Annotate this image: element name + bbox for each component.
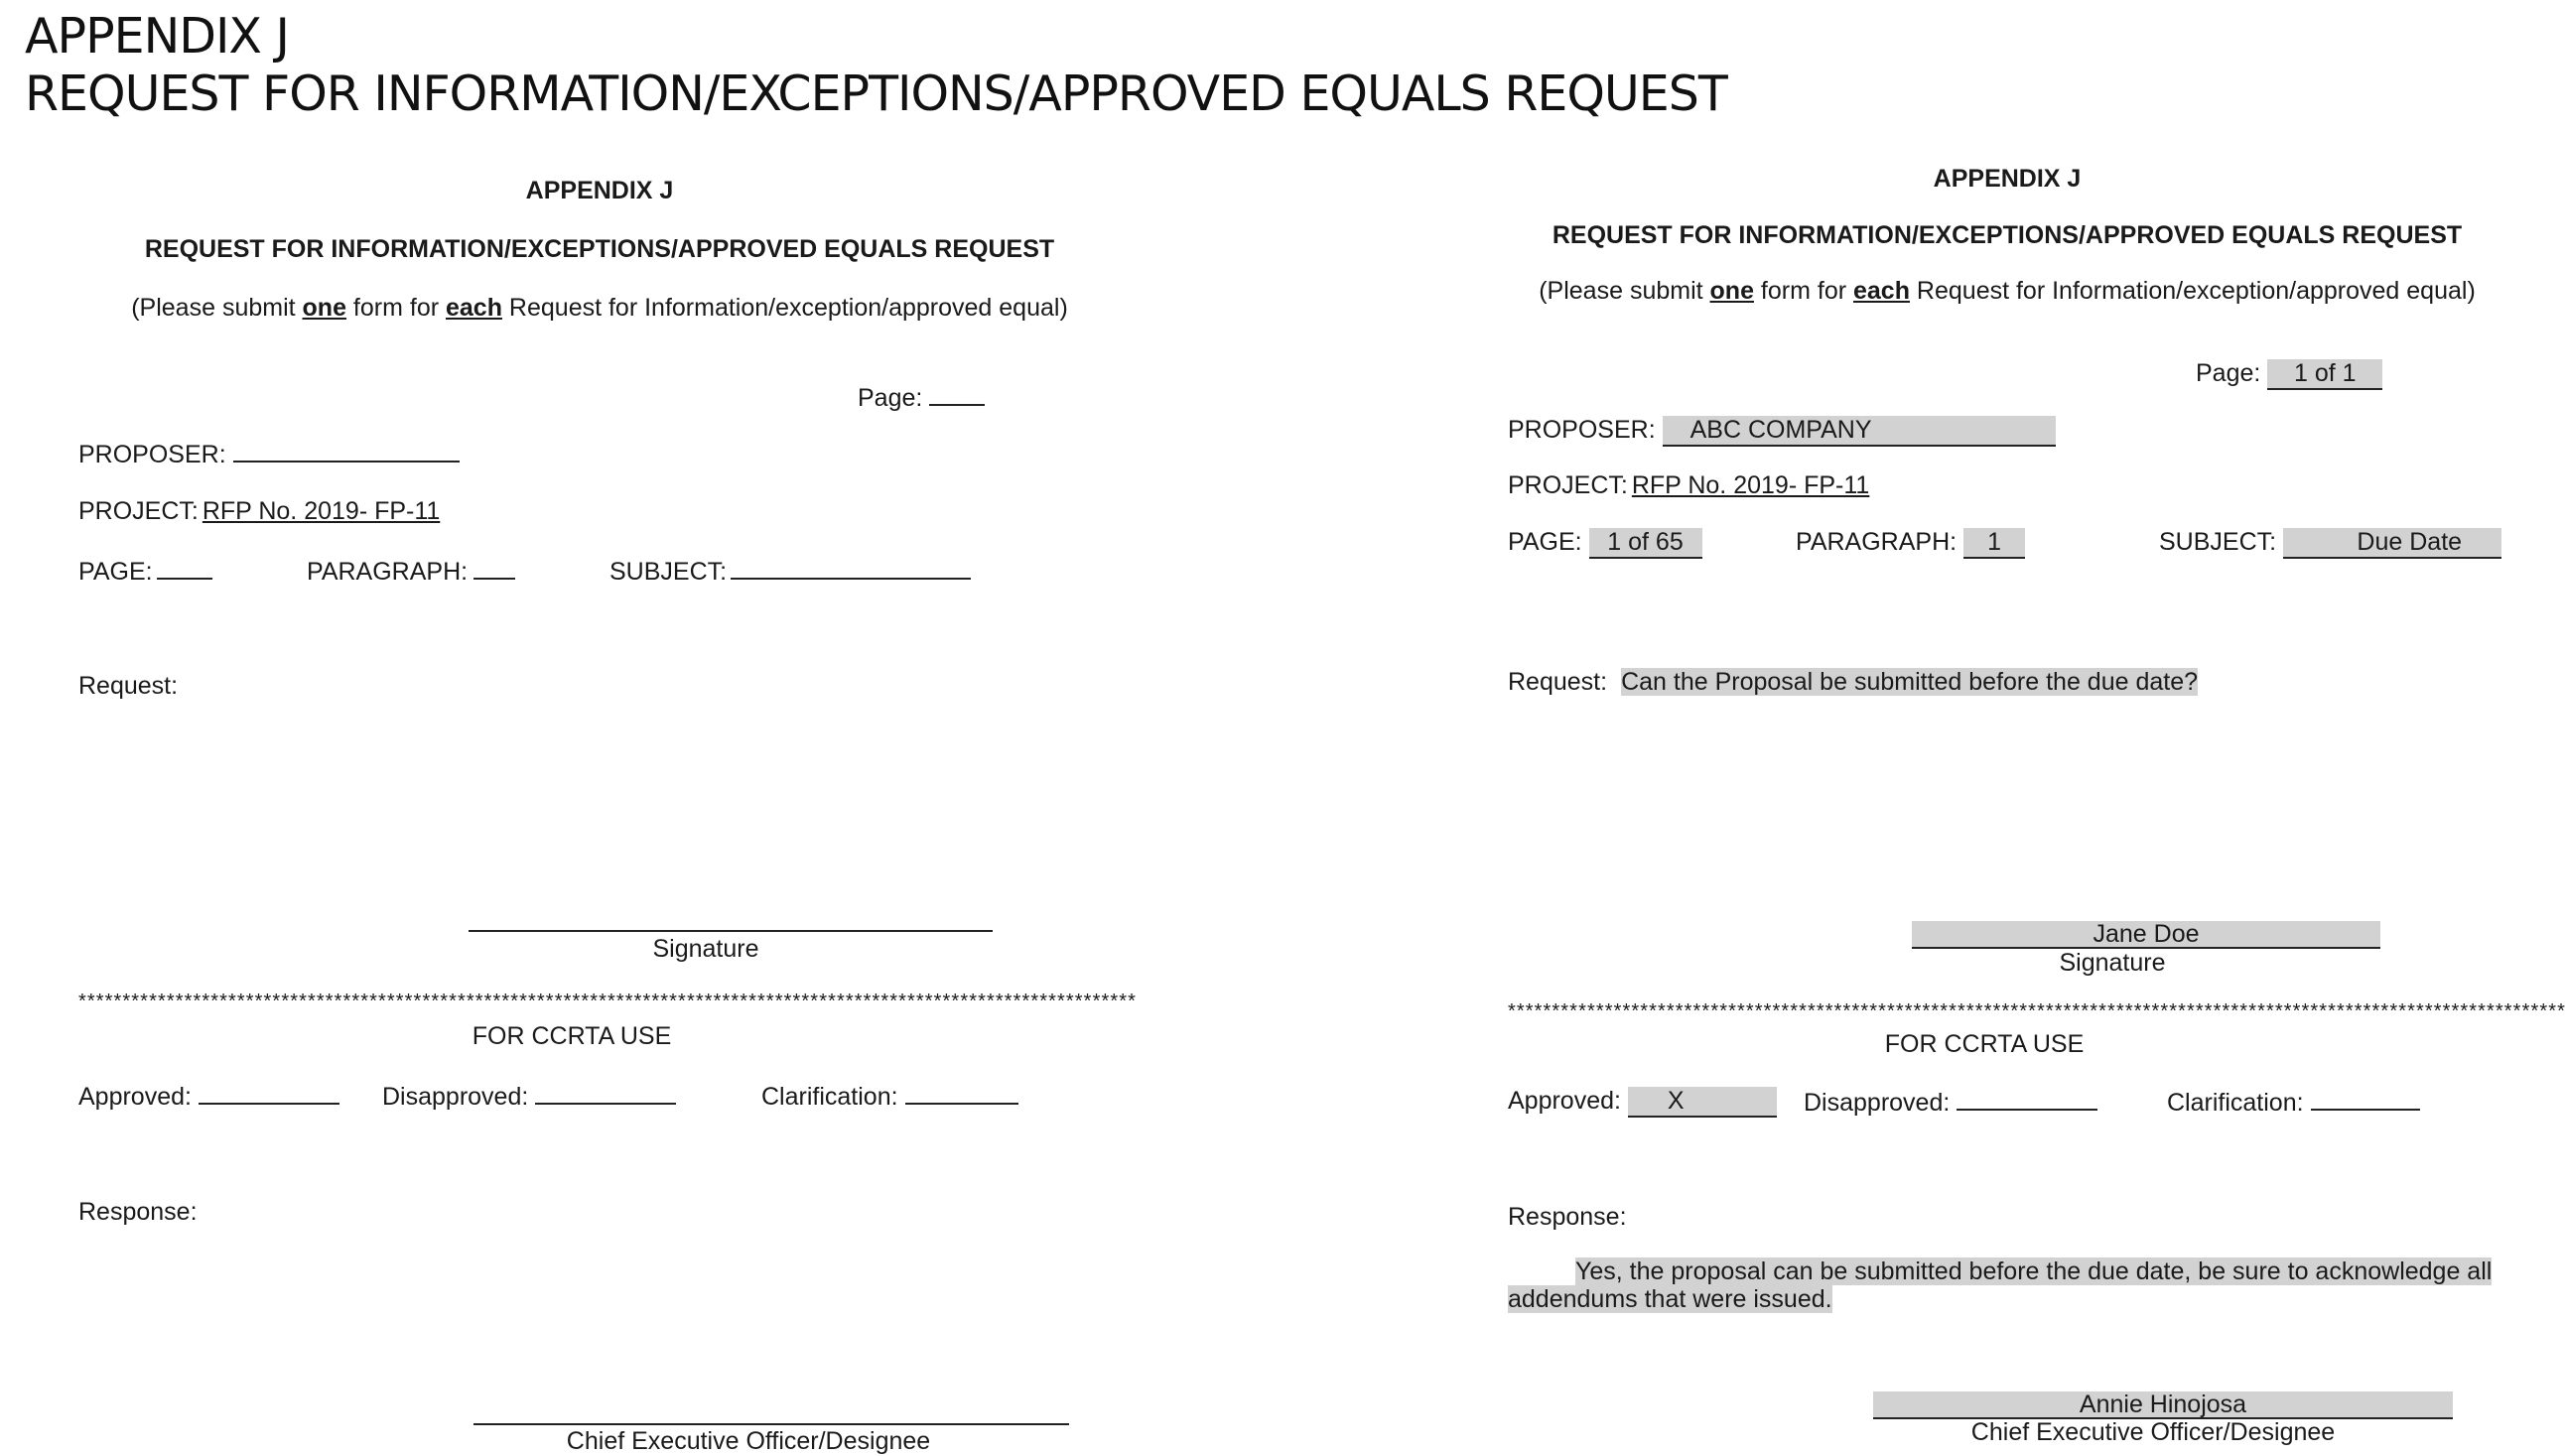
filled-subject-value[interactable]: Due Date xyxy=(2283,528,2501,559)
blank-appendix: APPENDIX J xyxy=(525,177,674,204)
blank-response-label: Response: xyxy=(78,1198,198,1226)
filled-instruction: (Please submit one form for each Request for Information/exception/approved equal) xyxy=(1539,277,2476,305)
blank-ccrta-label: FOR CCRTA USE xyxy=(472,1022,672,1050)
blank-approved-field: Approved: xyxy=(78,1081,339,1112)
blank-project-field: PROJECT: RFP No. 2019- FP-11 xyxy=(78,497,441,525)
filled-page-ref-field: PAGE: 1 of 65 xyxy=(1508,528,1702,559)
filled-subject-field: SUBJECT: Due Date xyxy=(2159,528,2501,559)
blank-request-label: Request: xyxy=(78,672,179,700)
blank-ceo-label: Chief Executive Officer/Designee xyxy=(566,1427,931,1455)
filled-response-line2[interactable]: addendums that were issued. xyxy=(1508,1285,1832,1313)
filled-proposer-value[interactable]: ABC COMPANY xyxy=(1663,416,2056,447)
filled-star-divider: ************************************************************************************************************************ xyxy=(1508,1000,2566,1022)
filled-response-label: Response: xyxy=(1508,1203,1627,1231)
blank-disapproved-input[interactable] xyxy=(535,1081,676,1105)
filled-request-value[interactable]: Can the Proposal be submitted before the due date? xyxy=(1621,668,2199,696)
blank-form xyxy=(0,0,1271,1455)
filled-form xyxy=(1271,0,2566,1446)
filled-clarification-input[interactable] xyxy=(2311,1087,2420,1111)
filled-proposer-field: PROPOSER: ABC COMPANY xyxy=(1508,416,2056,447)
page-title-line1: APPENDIX J xyxy=(25,8,290,65)
blank-page-ref-input[interactable] xyxy=(157,556,212,580)
filled-disapproved-input[interactable] xyxy=(1957,1087,2097,1111)
blank-instruction: (Please submit one form for each Request for Information/exception/approved equal) xyxy=(131,294,1068,322)
filled-clarification-field: Clarification: xyxy=(2167,1087,2420,1118)
filled-page-value[interactable]: 1 of 1 xyxy=(2267,359,2382,390)
blank-clarification-field: Clarification: xyxy=(761,1081,1018,1112)
filled-ceo-name[interactable]: Annie Hinojosa xyxy=(1873,1391,2453,1419)
blank-ceo-line[interactable] xyxy=(473,1423,1069,1425)
blank-approved-input[interactable] xyxy=(199,1081,339,1105)
blank-signature-label: Signature xyxy=(652,935,759,963)
blank-star-divider: ************************************************************************************************************************ xyxy=(78,991,1137,1012)
filled-signature-label: Signature xyxy=(2059,949,2166,977)
blank-paragraph-field: PARAGRAPH: xyxy=(307,556,515,587)
blank-paragraph-input[interactable] xyxy=(473,556,515,580)
filled-appendix: APPENDIX J xyxy=(1933,165,2082,193)
blank-page-ref-field: PAGE: xyxy=(78,556,212,587)
page-title-line2: REQUEST FOR INFORMATION/EXCEPTIONS/APPROVED EQUALS REQUEST xyxy=(25,66,1727,122)
blank-subject-field: SUBJECT: xyxy=(609,556,971,587)
blank-proposer-input[interactable] xyxy=(233,439,460,463)
filled-signature-name[interactable]: Jane Doe xyxy=(1912,921,2380,949)
filled-approved-value[interactable]: X xyxy=(1628,1087,1777,1118)
blank-proposer-field: PROPOSER: xyxy=(78,439,460,469)
filled-response-text xyxy=(1508,1257,2492,1313)
filled-title: REQUEST FOR INFORMATION/EXCEPTIONS/APPROVED EQUALS REQUEST xyxy=(1552,221,2463,249)
blank-disapproved-field: Disapproved: xyxy=(382,1081,676,1112)
filled-ceo-label: Chief Executive Officer/Designee xyxy=(1970,1418,2336,1446)
filled-paragraph-value[interactable]: 1 xyxy=(1963,528,2025,559)
blank-subject-input[interactable] xyxy=(731,556,971,580)
filled-disapproved-field: Disapproved: xyxy=(1804,1087,2097,1118)
blank-title: REQUEST FOR INFORMATION/EXCEPTIONS/APPROVED EQUALS REQUEST xyxy=(144,235,1055,263)
filled-response-line1[interactable]: Yes, the proposal can be submitted before the due date, be sure to acknowledge all xyxy=(1575,1257,2493,1285)
blank-page-field: Page: xyxy=(858,382,985,413)
filled-ccrta-label: FOR CCRTA USE xyxy=(1884,1030,2085,1058)
filled-page-ref-value[interactable]: 1 of 65 xyxy=(1589,528,1702,559)
blank-clarification-input[interactable] xyxy=(905,1081,1018,1105)
blank-signature-line[interactable] xyxy=(469,930,993,932)
filled-request-field: Request: Can the Proposal be submitted before the due date? xyxy=(1508,668,2199,696)
filled-paragraph-field: PARAGRAPH: 1 xyxy=(1796,528,2025,559)
filled-project-field: PROJECT: RFP No. 2019- FP-11 xyxy=(1508,471,1870,499)
filled-page-field: Page: 1 of 1 xyxy=(2196,359,2382,390)
filled-approved-field: Approved: X xyxy=(1508,1087,1777,1118)
